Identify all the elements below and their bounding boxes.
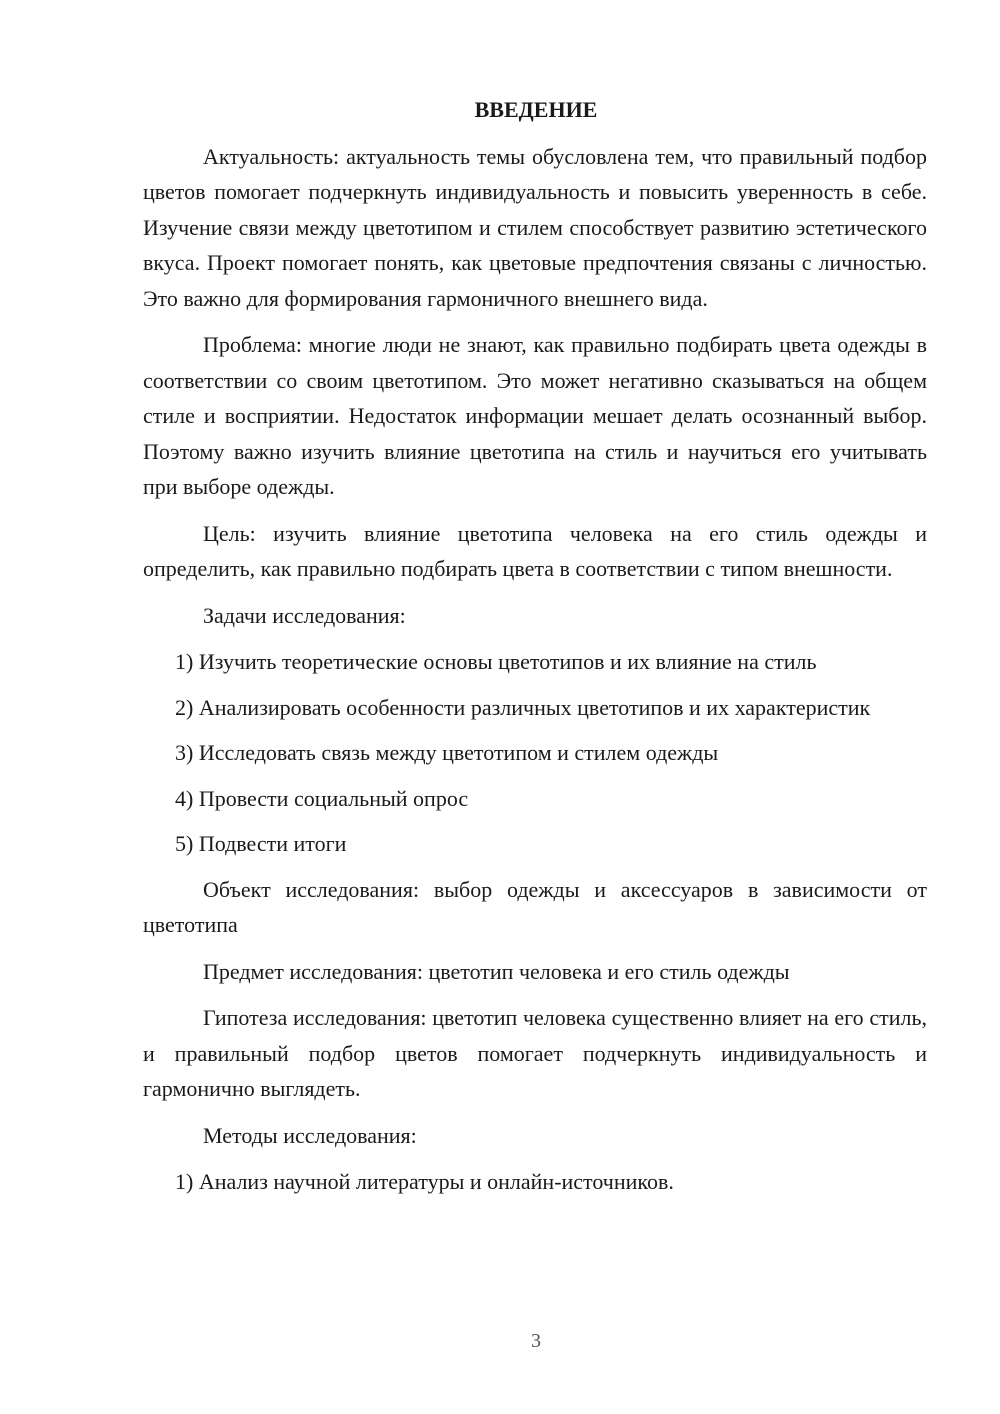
hypothesis-paragraph: Гипотеза исследования: цветотип человека существенно влияет на его стиль, и правильный подбор цветов помогает подчеркнуть индивидуальность и гармонично выглядеть. (143, 1005, 927, 1101)
object-paragraph: Объект исследования: выбор одежды и аксессуаров в зависимости от цветотипа (143, 876, 927, 937)
task-item: 5) Подвести итоги (175, 831, 347, 856)
relevance-paragraph: Актуальность: актуальность темы обусловлена тем, что правильный подбор цветов помогает подчеркнуть индивидуальность и повысить уверенность в себе. Изучение связи между цветотипом и стилем способствует развитию эстетического вкуса. Проект помогает понять, как цветовые предпочтения связаны с личностью. Это важно для формирования гармоничного внешнего вида. (143, 143, 927, 311)
page-body (143, 92, 927, 1210)
problem-paragraph: Проблема: многие люди не знают, как правильно подбирать цвета одежды в соответствии со своим цветотипом. Это может негативно сказываться на общем стиле и восприятии. Недостаток информации мешает делать осознанный выбор. Поэтому важно изучить влияние цветотипа на стиль и научиться его учитывать при выборе одежды. (143, 332, 927, 499)
subject-paragraph: Предмет исследования: цветотип человека и его стиль одежды (203, 958, 790, 984)
page-number: 3 (531, 1330, 541, 1352)
goal-paragraph: Цель: изучить влияние цветотипа человека на его стиль одежды и определить, как правильно подбирать цвета в соответствии с типом внешности. (143, 520, 927, 581)
section-title: ВВЕДЕНИЕ (474, 97, 598, 122)
task-item: 4) Провести социальный опрос (175, 785, 469, 811)
task-item: 1) Изучить теоретические основы цветотипов и их влияние на стиль (175, 649, 817, 674)
task-item: 2) Анализировать особенности различных цветотипов и их характеристик (175, 694, 871, 720)
tasks-heading: Задачи исследования: (203, 602, 406, 628)
task-item: 3) Исследовать связь между цветотипом и стилем одежды (175, 740, 719, 765)
method-item: 1) Анализ научной литературы и онлайн-источников. (175, 1169, 674, 1194)
methods-heading: Методы исследования: (203, 1122, 417, 1148)
